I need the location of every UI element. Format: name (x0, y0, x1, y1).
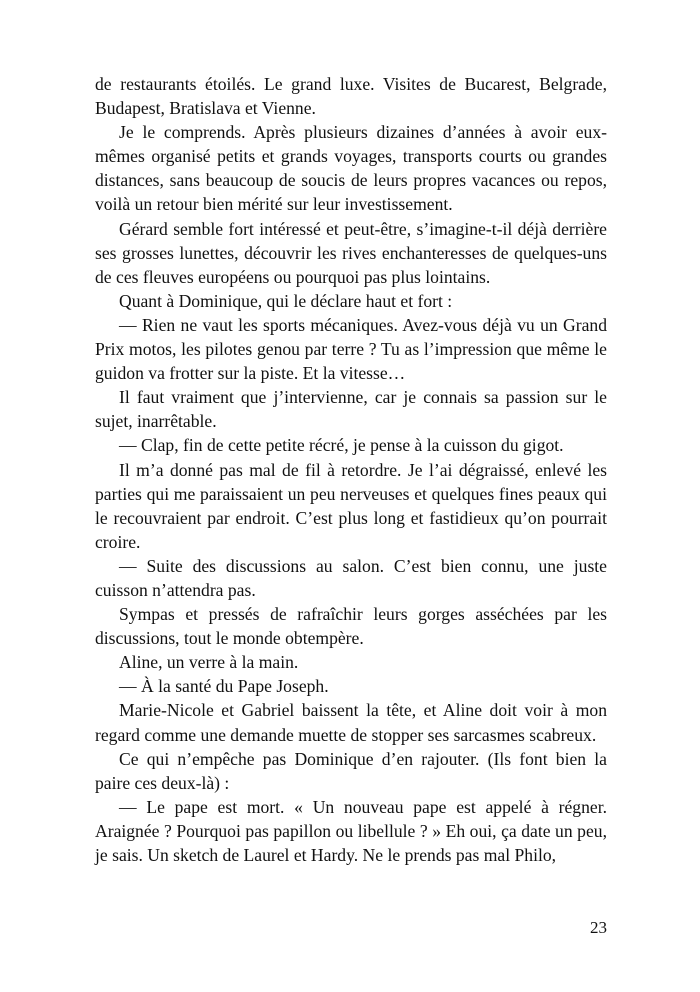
paragraph: Il faut vraiment que j’intervienne, car je connais sa passion sur le sujet, inarrêtable. (95, 387, 607, 432)
paragraph: Aline, un verre à la main. (119, 652, 299, 673)
paragraph: Je le comprends. Après plusieurs dizaines d’années à avoir eux-mêmes organisé petits et grands voyages, transports courts ou grandes distances, sans beaucoup de soucis de leurs propres vacances ou repos, voilà un retour bien mérité sur leur investissement. (95, 122, 607, 215)
dialogue-paragraph: — Rien ne vaut les sports mécaniques. Avez-vous déjà vu un Grand Prix motos, les pilotes genou par terre ? Tu as l’impression que même le guidon va frotter sur la piste. Et la vitesse… (95, 314, 607, 384)
dialogue-paragraph: — Suite des discussions au salon. C’est bien connu, une juste cuisson n’attendra pas. (95, 555, 607, 600)
paragraph: Il m’a donné pas mal de fil à retordre. Je l’ai dégraissé, enlevé les parties qui me paraissaient un peu nerveuses et quelques fines peaux qui le recouvraient par endroit. C’est plus long et fastidieux qu’on pourrait croire. (95, 459, 607, 552)
body-text (95, 72, 607, 867)
dialogue-paragraph: — À la santé du Pape Joseph. (119, 676, 329, 697)
paragraph: de restaurants étoilés. Le grand luxe. Visites de Bucarest, Belgrade, Budapest, Bratislava et Vienne. (95, 74, 607, 119)
paragraph: Sympas et pressés de rafraîchir leurs gorges asséchées par les discussions, tout le monde obtempère. (95, 604, 607, 649)
dialogue-paragraph: — Le pape est mort. « Un nouveau pape est appelé à régner. Araignée ? Pourquoi pas papillon ou libellule ? » Eh oui, ça date un peu, je sais. Un sketch de Laurel et Hardy. Ne le prends pas mal Philo, (95, 796, 607, 865)
paragraph: Ce qui n’empêche pas Dominique d’en rajouter. (Ils font bien la paire ces deux-là) : (95, 748, 607, 793)
paragraph: Quant à Dominique, qui le déclare haut et fort : (119, 290, 453, 311)
paragraph: Gérard semble fort intéressé et peut-être, s’imagine-t-il déjà derrière ses grosses lunettes, découvrir les rives enchanteresses de quelques-uns de ces fleuves européens ou pourquoi pas plus lointains. (95, 218, 607, 287)
paragraph: Marie-Nicole et Gabriel baissent la tête, et Aline doit voir à mon regard comme une demande muette de stopper ses sarcasmes scabreux. (95, 700, 607, 745)
page-number: 23 (590, 918, 607, 937)
dialogue-paragraph: — Clap, fin de cette petite récré, je pense à la cuisson du gigot. (119, 435, 564, 456)
